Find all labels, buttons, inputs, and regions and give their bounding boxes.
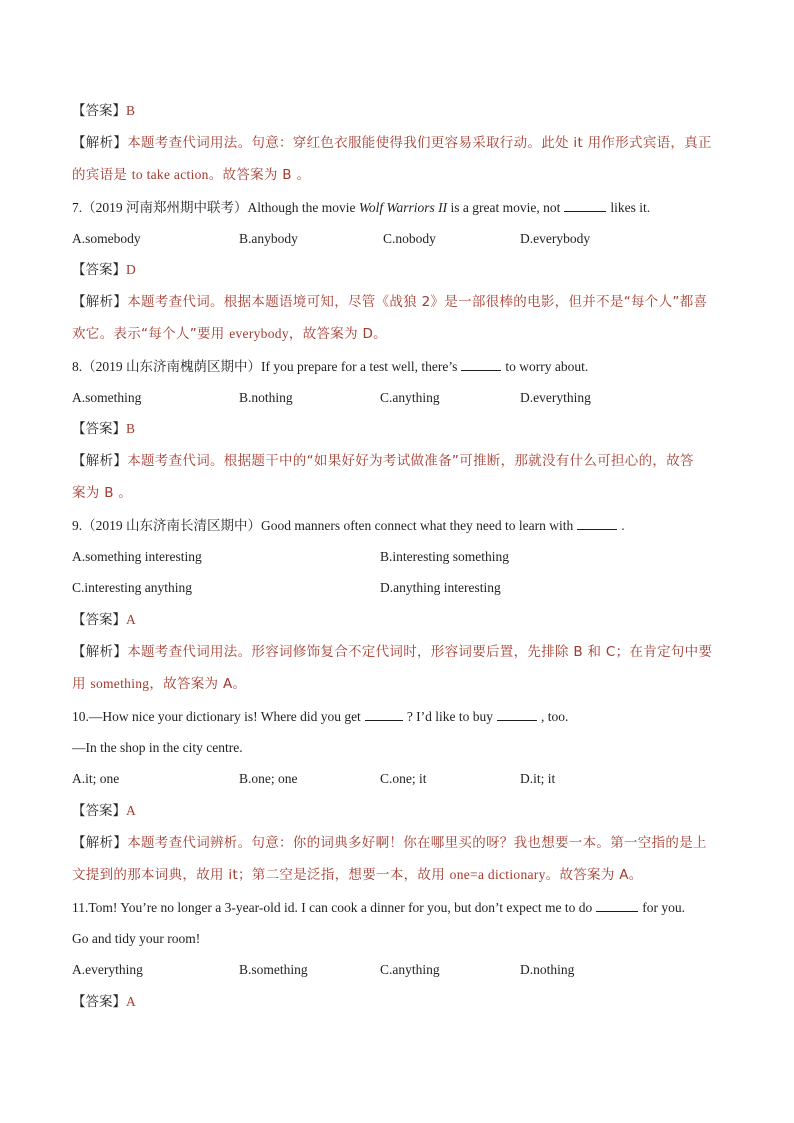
answer-blank — [577, 516, 617, 530]
analysis-line: 文提到的那本词典，故用 it；第二空是泛指，想要一本，故用 one=a dictionary。故答案为 A。 — [72, 867, 643, 883]
question-9: 9.（2019 山东济南长清区期中）Good manners often connect what they need to learn with . — [72, 518, 625, 533]
answer-value: B — [126, 421, 136, 436]
answer-blank — [596, 898, 638, 912]
answer-blank — [365, 707, 403, 721]
option-a: A.somebody — [72, 231, 141, 246]
analysis-line: 【解析】本题考查代词用法。形容词修饰复合不定代词时，形容词要后置，先排除 B 和 C；在肯定句中要 — [72, 644, 713, 660]
answer-blank — [461, 357, 501, 371]
answer-line: 【答案】D — [72, 262, 136, 278]
analysis-line: 【解析】本题考查代词。根据题干中的“如果好好为考试做准备”可推断，那就没有什么可担心的，故答 — [72, 453, 694, 469]
analysis-line: 欢它。表示“每个人”要用 everybody，故答案为 D。 — [72, 326, 387, 342]
answer-value: A — [126, 612, 136, 627]
option-c: C.one; it — [380, 771, 427, 786]
analysis-line: 用 something，故答案为 A。 — [72, 676, 247, 692]
answer-line: 【答案】A — [72, 612, 136, 628]
analysis-line: 的宾语是 to take action。故答案为 B 。 — [72, 167, 311, 183]
option-d: D.everybody — [520, 231, 591, 246]
answer-line: 【答案】B — [72, 421, 136, 437]
analysis-line — [72, 134, 712, 152]
option-c: C.interesting anything — [72, 580, 192, 595]
answer-tag: 【答案】 — [72, 103, 126, 119]
option-a: A.everything — [72, 962, 143, 977]
answer-value: B — [126, 103, 136, 118]
answer-blank — [564, 198, 606, 212]
option-b: B.one; one — [239, 771, 298, 786]
option-b: B.interesting something — [380, 549, 509, 564]
answer-line: 【答案】A — [72, 994, 136, 1010]
answer-line — [72, 102, 135, 120]
option-a: A.something — [72, 390, 142, 405]
question-10-reply: —In the shop in the city centre. — [72, 740, 243, 755]
option-c: C.nobody — [383, 231, 436, 246]
question-11: 11.Tom! You’re no longer a 3-year-old id. I can cook a dinner for you, but don’t expect me to do for you. — [72, 900, 686, 915]
option-b: B.nothing — [239, 390, 293, 405]
option-a: A.something interesting — [72, 549, 202, 564]
answer-line: 【答案】A — [72, 803, 136, 819]
answer-value: A — [126, 994, 136, 1009]
answer-blank — [497, 707, 537, 721]
option-d: D.it; it — [520, 771, 556, 786]
analysis-line: 【解析】本题考查代词。根据本题语境可知，尽管《战狼 2》是一部很棒的电影，但并不是“每个人”都喜 — [72, 294, 708, 310]
question-10: 10.—How nice your dictionary is! Where did you get ? I’d like to buy , too. — [72, 709, 569, 724]
option-b: B.something — [239, 962, 308, 977]
option-b: B.anybody — [239, 231, 298, 246]
answer-value: D — [126, 262, 136, 277]
option-a: A.it; one — [72, 771, 120, 786]
analysis-text: 本题考查代词用法。句意：穿红色衣服能使得我们更容易采取行动。此处 it 用作形式宾语，真正 — [127, 135, 712, 151]
analysis-line: 案为 B 。 — [72, 485, 133, 501]
option-d: D.anything interesting — [380, 580, 501, 595]
analysis-tag: 【解析】 — [72, 135, 128, 151]
answer-value: A — [126, 803, 136, 818]
movie-title: Wolf Warriors II — [358, 200, 448, 215]
question-11-cont: Go and tidy your room! — [72, 931, 201, 946]
question-8: 8.（2019 山东济南槐荫区期中）If you prepare for a test well, there’s to worry about. — [72, 359, 589, 374]
question-7: 7.（2019 河南郑州期中联考）Although the movie Wolf Warriors II is a great movie, not likes it. — [72, 200, 651, 215]
option-d: D.everything — [520, 390, 591, 405]
option-c: C.anything — [380, 390, 440, 405]
analysis-line: 【解析】本题考查代词辨析。句意：你的词典多好啊！你在哪里买的呀？我也想要一本。第一空指的是上 — [72, 835, 707, 851]
option-c: C.anything — [380, 962, 440, 977]
option-d: D.nothing — [520, 962, 575, 977]
